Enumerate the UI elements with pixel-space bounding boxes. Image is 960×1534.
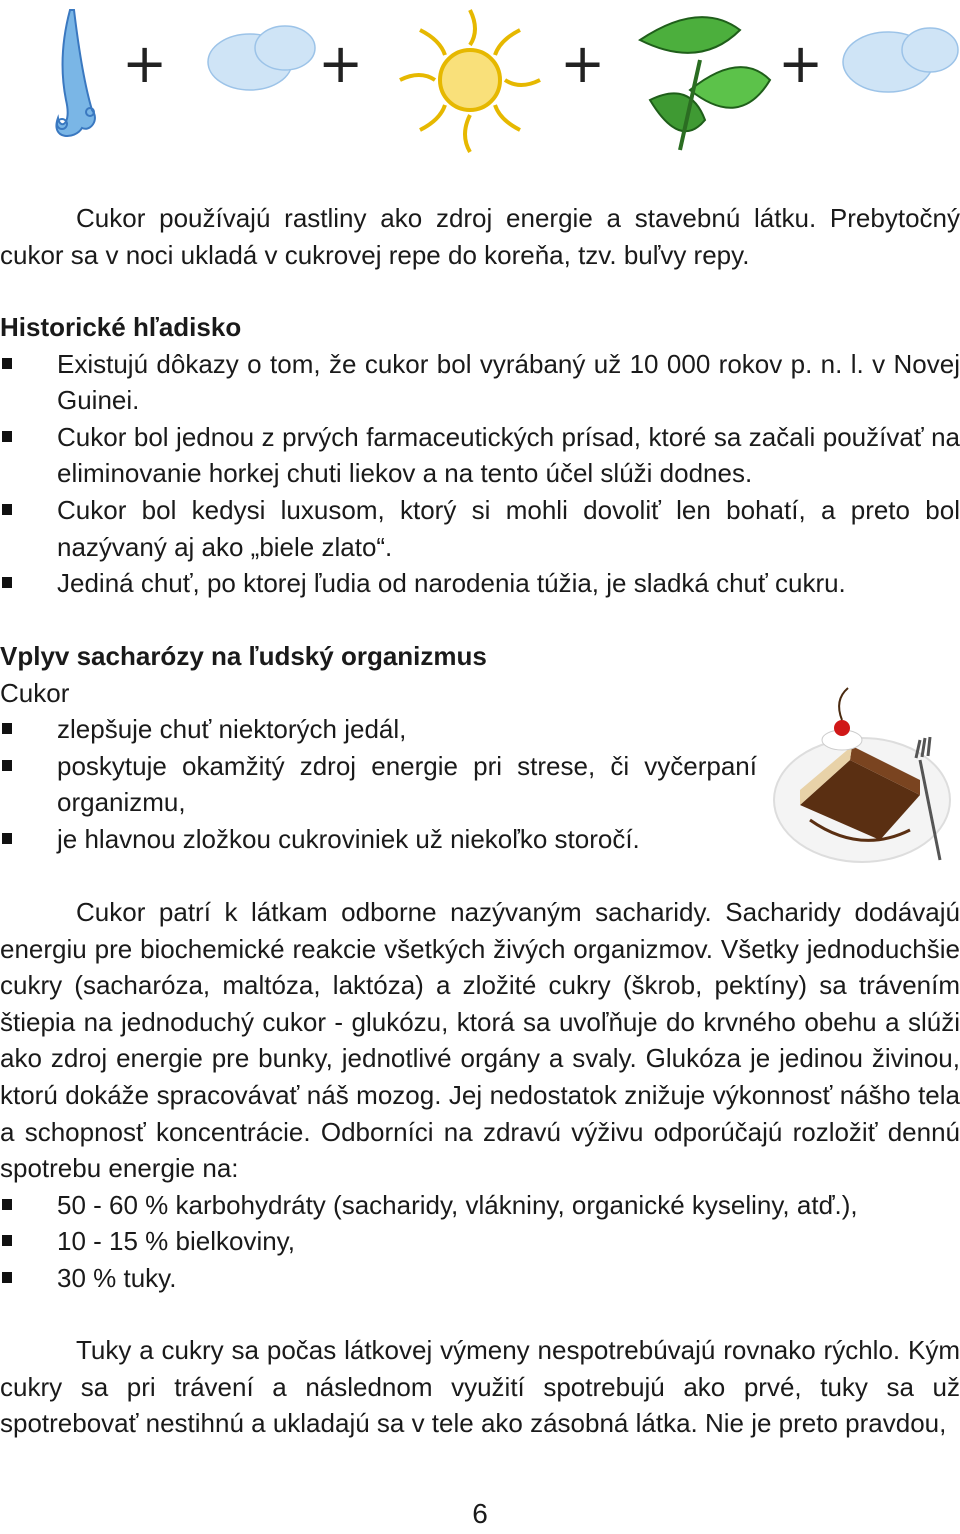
body-paragraph: Cukor patrí k látkam odborne nazývaným sacharidy. Sacharidy dodávajú energiu pre biochemické reakcie všetkých živých organizmov. Všetky jednoduchšie cukry (sacharóza, maltóza, laktóza) a zložité cukry (škrob, pektíny) sa trávením štiepia na jednoduchý cukor - glukózu, ktorá sa uvoľňuje do krvného obehu a slúži ako zdroj energie pre bunky, jednotlivé orgány a svaly. Glukóza je jedinou živinou, ktorú dokáže spracovávať náš mozog. Jej nedostatok znižuje výkonnosť nášho tela a schopnosť koncentrácie. Odborníci na zdravú výživu odporúčajú rozložiť dennú spotrebu energie na: [0, 897, 960, 1184]
sun-icon [400, 10, 540, 152]
history-heading: Historické hľadisko [0, 312, 242, 342]
list-item: 30 % tuky. [0, 1260, 960, 1297]
influence-subtitle: Cukor [0, 677, 70, 708]
page-number: 6 [472, 1498, 488, 1529]
list-item: Jediná chuť, po ktorej ľudia od narodenia túžia, je sladká chuť cukru. [0, 565, 960, 602]
influence-heading: Vplyv sacharózy na ľudský organizmus [0, 641, 487, 671]
history-list [0, 346, 960, 602]
bullet-icon [2, 723, 12, 734]
closing-paragraph: Tuky a cukry sa počas látkovej výmeny nespotrebúvajú rovnako rýchlo. Kým cukry sa pri trávení a následnom využití spotrebujú ako prvé, tuky sa už spotrebovať nestihnú a ukladajú sa v tele ako zásobná látka. Nie je preto pravdou, [0, 1335, 960, 1439]
bullet-icon [2, 1199, 12, 1210]
list-item: zlepšuje chuť niektorých jedál, [0, 711, 757, 748]
banner-illustration [0, 0, 960, 160]
bullet-icon [2, 577, 12, 588]
list-item: 50 - 60 % karbohydráty (sacharidy, vlákniny, organické kyseliny, atď.), [0, 1187, 960, 1224]
list-item: poskytuje okamžitý zdroj energie pri strese, či vyčerpaní organizmu, [0, 748, 757, 821]
list-item: Cukor bol jednou z prvých farmaceutických prísad, ktoré sa začali používať na eliminovanie horkej chuti liekov a na tento účel slúži dodnes. [0, 419, 960, 492]
bullet-icon [2, 760, 12, 771]
svg-text:+: + [778, 32, 824, 95]
bullet-icon [2, 1235, 12, 1246]
list-item: je hlavnou zložkou cukroviniek už niekoľko storočí. [0, 821, 757, 858]
water-drop-icon [56, 10, 95, 136]
svg-text:+: + [560, 32, 606, 95]
list-item: Existujú dôkazy o tom, že cukor bol vyrábaný už 10 000 rokov p. n. l. v Novej Guinei. [0, 346, 960, 419]
bullet-icon [2, 504, 12, 515]
list-item: Cukor bol kedysi luxusom, ktorý si mohli dovoliť len bohatí, a preto bol nazývaný aj ako „biele zlato“. [0, 492, 960, 565]
bullet-icon [2, 431, 12, 442]
bullet-icon [2, 833, 12, 844]
intro-paragraph: Cukor používajú rastliny ako zdroj energie a stavebnú látku. Prebytočný cukor sa v noci ukladá v cukrovej repe do koreňa, tzv. buľvy repy. [0, 203, 960, 270]
svg-text:+: + [122, 32, 168, 95]
bullet-icon [2, 358, 12, 369]
leaves-icon [640, 17, 770, 150]
list-item: 10 - 15 % bielkoviny, [0, 1223, 960, 1260]
cake-image [770, 680, 960, 880]
svg-text:+: + [318, 32, 364, 95]
energy-list [0, 1187, 960, 1297]
bullet-icon [2, 1272, 12, 1283]
